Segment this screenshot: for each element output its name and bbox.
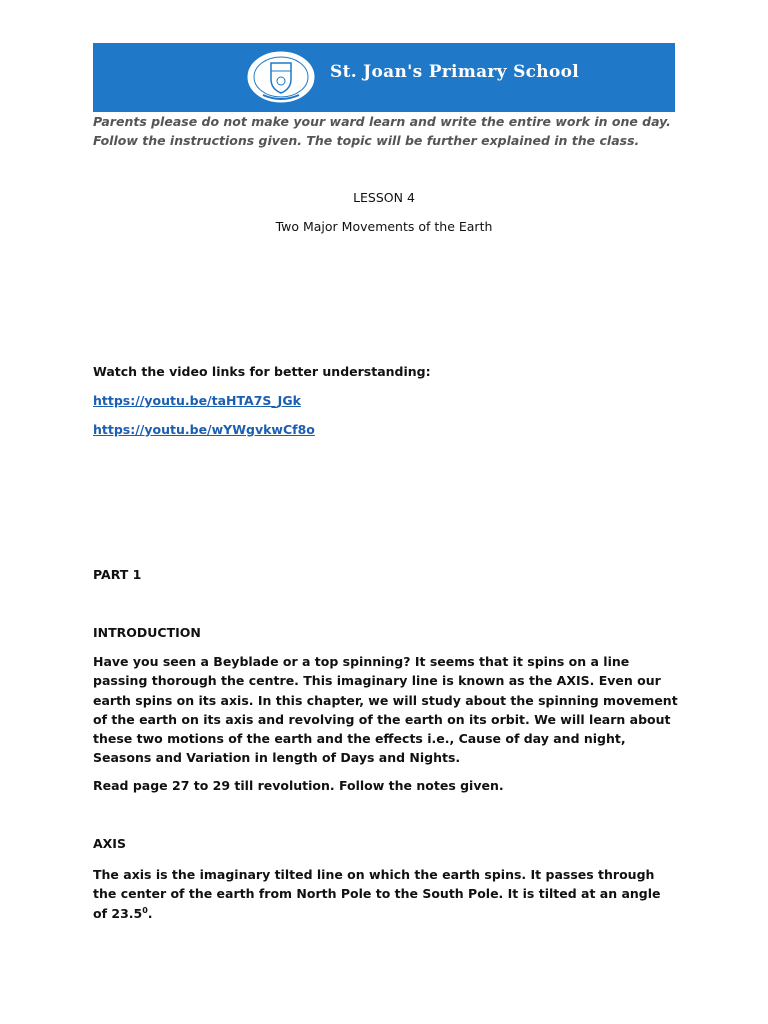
- read-note: Read page 27 to 29 till revolution. Follow the notes given.: [93, 778, 504, 793]
- video-heading: Watch the video links for better understanding:: [93, 364, 431, 379]
- axis-end: .: [147, 905, 153, 921]
- axis-paragraph: [93, 865, 678, 923]
- video-link-2[interactable]: https://youtu.be/wYWgvkwCf8o: [93, 422, 315, 437]
- introduction-paragraph: Have you seen a Beyblade or a top spinning? It seems that it spins on a line passing thorough the centre. This imaginary line is known as the AXIS. Even our earth spins on its axis. In this chapter, we will study about the spinning movement of the earth on its axis and revolving of the earth on its orbit. We will learn about these two motions of the earth and the effects i.e., Cause of day and night, Seasons and Variation in length of Days and Nights.: [93, 654, 678, 766]
- lesson-title: Two Major Movements of the Earth: [275, 219, 493, 234]
- axis-heading: AXIS: [93, 836, 126, 851]
- introduction-heading: INTRODUCTION: [93, 625, 201, 640]
- parent-notice: Parents please do not make your ward learn and write the entire work in one day. Follow the instructions given. The topic will be further explained in the class.: [93, 114, 671, 148]
- school-name: St. Joan's Primary School: [330, 62, 579, 82]
- school-crest-logo: [245, 49, 317, 105]
- part-label: PART 1: [93, 567, 142, 582]
- lesson-number: LESSON 4: [353, 190, 415, 205]
- degree-superscript: 0: [142, 905, 148, 915]
- axis-text: The axis is the imaginary tilted line on which the earth spins. It passes through the center of the earth from North Pole to the South Pole. It is tilted at an angle of 23.5: [93, 867, 661, 921]
- video-link-1[interactable]: https://youtu.be/taHTA7S_JGk: [93, 393, 301, 408]
